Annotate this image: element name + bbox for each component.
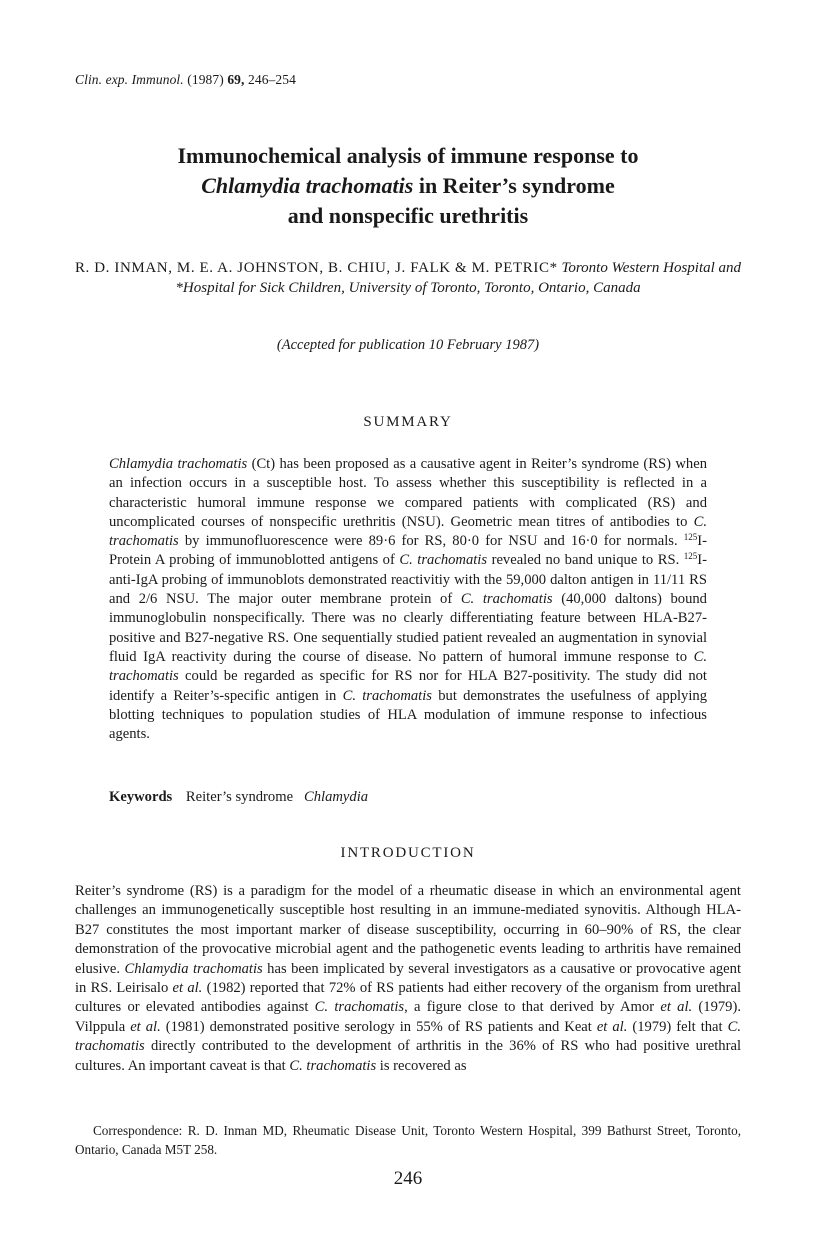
keyword-2: Chlamydia [304, 789, 369, 805]
accepted-date: (Accepted for publication 10 February 1987) [276, 337, 540, 353]
keywords-label: Keywords [109, 789, 173, 805]
article-title [80, 141, 736, 231]
correspondence-footnote: Correspondence: R. D. Inman MD, Rheumatic Disease Unit, Toronto Western Hospital, 399 Bathurst Street, Toronto, Ontario, Canada M5T 258. [75, 1123, 741, 1157]
title-line-1: Immunochemical analysis of immune response to [177, 143, 639, 168]
journal-pages: 246–254 [248, 72, 296, 87]
author-affiliation: Toronto Western Hospital and *Hospital for Sick Children, University of Toronto, Toronto, Ontario, Canada [175, 260, 742, 296]
keyword-1: Reiter’s syndrome [185, 789, 294, 805]
title-line-2: Chlamydia trachomatis in Reiter’s syndrome [201, 173, 615, 198]
summary-paragraph: Chlamydia trachomatis (Ct) has been proposed as a causative agent in Reiter’s syndrome (RS) when an infection occurs in a susceptible host. To assess whether this susceptibility is reflected in a characteristic humoral immune response we compared patients with complicated (RS) and uncomplicated courses of nonspecific urethritis (NSU). Geometric mean titres of antibodies to C. trachomatis by immunofluorescence were 89·6 for RS, 80·0 for NSU and 16·0 for normals. $^{125}$I-Protein A probing of immunoblotted antigens of C. trachomatis revealed no band unique to RS. $^{125}$I-anti-IgA probing of immunoblots demonstrated reactivitiy with the 59,000 dalton antigen in 11/11 RS and 2/6 NSU. The major outer membrane protein of C. trachomatis (40,000 daltons) bound immunoglobulin nonspecifically. There was no clearly differentiating feature between HLA-B27-positive and B27-negative RS. One sequentially studied patient revealed an augmentation in synovial fluid IgA reactivity during the course of disease. No pattern of humoral immune response to C. trachomatis could be regarded as specific for RS nor for HLA B27-positivity. The study did not identify a Reiter’s-specific antigen in C. trachomatis but demonstrates the usefulness of applying blotting techniques to population studies of HLA modulation of immune response to infectious agents. [109, 456, 707, 743]
summary-heading: SUMMARY [363, 414, 453, 430]
journal-year: (1987) [187, 72, 224, 87]
author-block [74, 258, 742, 298]
journal-citation [75, 72, 296, 88]
introduction-paragraph: Reiter’s syndrome (RS) is a paradigm for the model of a rheumatic disease in which an environmental agent challenges an immunogenetically susceptible host resulting in an immune-mediated synovitis. Although HLA-B27 constitutes the most important marker of disease susceptibility, occurring in 60–90% of RS, the clear demonstration of the provocative microbial agent and the pathogenetic events leading to arthritis have remained elusive. Chlamydia trachomatis has been implicated by several investigators as a causative or provocative agent in RS. Leirisalo et al. (1982) reported that 72% of RS patients had either recovery of the organism from urethral cultures or elevated antibodies against C. trachomatis, a figure close to that derived by Amor et al. (1979). Vilppula et al. (1981) demonstrated positive serology in 55% of RS patients and Keat et al. (1979) felt that C. trachomatis directly contributed to the development of arthritis in the 36% of RS who had positive urethral cultures. An important caveat is that C. trachomatis is recovered as [75, 883, 742, 1074]
journal-volume: 69, [227, 72, 245, 87]
page-number: 246 [393, 1168, 423, 1189]
introduction-heading: INTRODUCTION [340, 845, 476, 861]
journal-name: Clin. exp. Immunol. [75, 72, 184, 87]
title-line-3: and nonspecific urethritis [287, 203, 529, 228]
summary-text [109, 455, 707, 744]
introduction-text [75, 882, 741, 1076]
keywords [109, 789, 368, 806]
author-names: R. D. INMAN, M. E. A. JOHNSTON, B. CHIU, J. FALK & M. PETRIC* [74, 260, 558, 276]
